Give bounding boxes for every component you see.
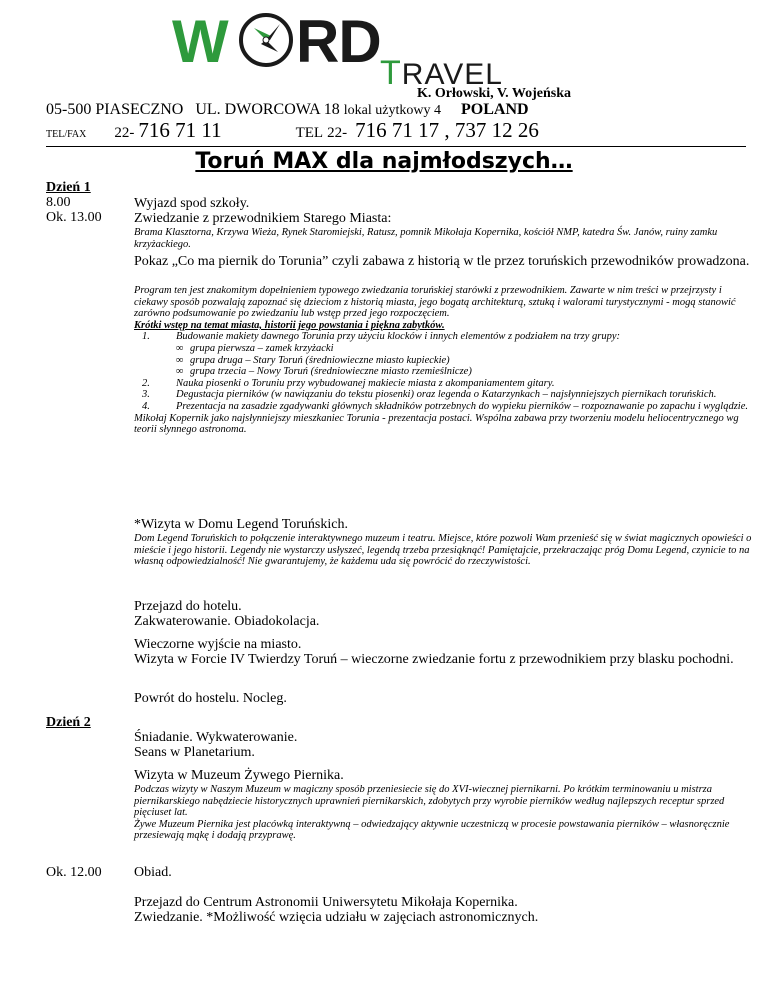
day1-hotel2: Zakwaterowanie. Obiadokolacja. [134,614,320,629]
day1-evening1: Wieczorne wyjście na miasto. [134,637,302,652]
compass-icon [241,15,291,65]
day1-return: Powrót do hostelu. Nocleg. [134,691,287,706]
logo-word-text: W [172,8,227,75]
address-unit: lokal użytkowy 4 [343,103,441,118]
day1-evening2: Wizyta w Forcie IV Twierdzy Toruń – wieczorne zwiedzanie fortu z przewodnikiem przy blasku pochodni. [134,652,734,667]
day2-morning [134,730,754,760]
infinity-bullet-icon: ∞ [176,342,184,354]
day1-show: Pokaz „Co ma piernik do Torunia” czyli zabawa z historią w tle przez toruńskich przewodników prowadzona. [134,254,750,269]
step-1-number: 1. [142,331,150,343]
day2-astro [134,895,754,925]
day1-item1: Wyjazd spod szkoły. [134,196,250,211]
tel-prefix: 22- [327,125,348,141]
step-4-number: 4. [142,400,150,412]
day1-item2: Zwiedzanie z przewodnikiem Starego Miasta: [134,211,392,226]
step-3-number: 3. [142,389,150,401]
logo-travel-text: TRAVEL [380,54,503,92]
svg-text:RD: RD [296,8,381,75]
day2-museum: Wizyta w Muzeum Żywego Piernika. [134,768,344,783]
step-3-text: Degustacja pierników (w nawiązaniu do tekstu piosenki) oraz legenda o Katarzynkach – najsłynniejszych piernikach toruńskich. [176,389,717,401]
day1-sights: Brama Klasztorna, Krzywa Wieża, Rynek Staromiejski, Ratusz, pomnik Mikołaja Kopernika, kościół NMP, katedra Św. Janów, ruiny zamku krzyżackiego. [134,227,718,250]
day2-labels [46,715,91,730]
step-4 [134,401,754,413]
day2-breakfast: Śniadanie. Wykwaterowanie. [134,730,298,745]
infinity-bullet-icon: ∞ [176,354,184,366]
day2-lunch: Obiad. [134,865,172,880]
authors: K. Orłowski, V. Wojeńska [417,86,572,101]
step-2-number: 2. [142,377,150,389]
day1-kopernik: Mikołaj Kopernik jako najsłynniejszy mieszkaniec Torunia - prezentacja postaci. Wspólna zabawa przy tworzeniu modelu heliocentrycznego wg teorii słynnego astronoma. [134,412,739,436]
step-1-text: Budowanie makiety dawnego Torunia przy użyciu klocków i innych elementów z podziałem na trzy grupy: [176,331,621,343]
day1-legends: *Wizyta w Domu Legend Toruńskich. [134,517,348,532]
telfax-label: TEL/FAX [46,129,87,140]
day2-museum-desc [134,784,754,842]
address-city: 05-500 PIASECZNO [46,101,184,118]
page-title: Toruń MAX dla najmłodszych… [195,149,573,174]
group-text-1: grupa pierwsza – zamek krzyżacki [190,342,334,354]
day2-astro2: Zwiedzanie. *Możliwość wzięcia udziału w zajęciach astronomicznych. [134,910,539,925]
address-country: POLAND [461,101,529,118]
tel-label: TEL [295,125,324,141]
day1-intro: Krótki wstęp na temat miasta, historii jego powstania i piękna zabytków. [134,319,445,331]
phone-line [46,118,539,143]
header-divider [46,146,746,147]
day1-time2: Ok. 13.00 [46,210,102,225]
step-3 [134,389,754,401]
address-street: UL. DWORCOWA 18 [195,101,340,118]
day1-label: Dzień 1 [46,180,91,195]
infinity-bullet-icon: ∞ [176,366,184,378]
step-2-text: Nauka piosenki o Toruniu przy wybudowanej makiecie miasta z akompaniamentem gitary. [176,377,555,389]
telfax-number: 716 71 11 [138,118,222,142]
tel-numbers: 716 71 17 , 737 12 26 [355,118,539,142]
telfax-prefix: 22- [114,125,135,141]
group-item-1 [134,343,754,355]
day2-astro1: Przejazd do Centrum Astronomii Uniwersytetu Mikołaja Kopernika. [134,895,518,910]
day2-planetarium: Seans w Planetarium. [134,745,255,760]
day1-time1: 8.00 [46,195,71,210]
group-item-3 [134,366,754,378]
day1-labels [46,180,102,225]
step-1 [134,331,754,343]
day2-museum-desc1: Podczas wizyty w Naszym Muzeum w magiczny sposób przeniesiecie się do XVI-wiecznej piernikarni. Po krótkim terminowaniu u mistrza piernikarskiego nabędziecie historycznych uprawnień piernikarskich, zdobytych przy wyrobie pierników według najlepszych receptur sprzed pięciuset lat. [134,784,725,819]
day1-legends-desc: Dom Legend Toruńskich to połączenie interaktywnego muzeum i teatru. Miejsce, które pozwoli Wam przenieść się w świat magicznych opowieści o mieście i jego historii. Legendy nie wystarczy usłyszeć, legendą trzeba przesiąknąć! Pamiętajcie, przekraczając próg Domu Legend, czynicie to na własną odpowiedzialność! Nie gwarantujemy, że każdemu uda się powrócić do rzeczywistości. [134,533,752,568]
day1-show-desc: Program ten jest znakomitym dopełnieniem typowego zwiedzania toruńskiej starówki z przewodnikiem. Zawarte w nim treści w przejrzysty i ciekawy sposób pozwalają zapoznać się dzieciom z historią miasta, jego bogatą architekturą, sztuką i walorami turystycznymi - mogą stanowić zarówno podsumowanie po zwiedzaniu lub wstęp przed jego rozpoczęciem. [134,285,736,320]
step-4-text: Prezentacja na zasadzie zgadywanki głównych składników potrzebnych do wypieku pierników – rozpoznawanie po zapachu i wyglądzie. [176,400,748,412]
group-text-3: grupa trzecia – Nowy Toruń (średniowieczne miasto rzemieślnicze) [190,366,472,378]
day2-time-lunch: Ok. 12.00 [46,865,102,880]
group-item-2 [134,355,754,367]
day2-label: Dzień 2 [46,715,91,730]
day1-hotel [134,599,754,629]
step-2 [134,378,754,390]
address-line [46,101,529,119]
day1-hotel1: Przejazd do hotelu. [134,599,242,614]
day1-show-block [134,285,754,436]
group-text-2: grupa druga – Stary Toruń (średniowieczne miasto kupieckie) [190,354,450,366]
day1-evening [134,637,754,667]
day2-museum-desc2: Żywe Muzeum Piernika jest placówką interaktywną – odwiedzający aktywnie uczestniczą w procesie powstawania pierników – własnoręcznie przesiewają mąkę i dodają przyprawę. [134,818,730,842]
